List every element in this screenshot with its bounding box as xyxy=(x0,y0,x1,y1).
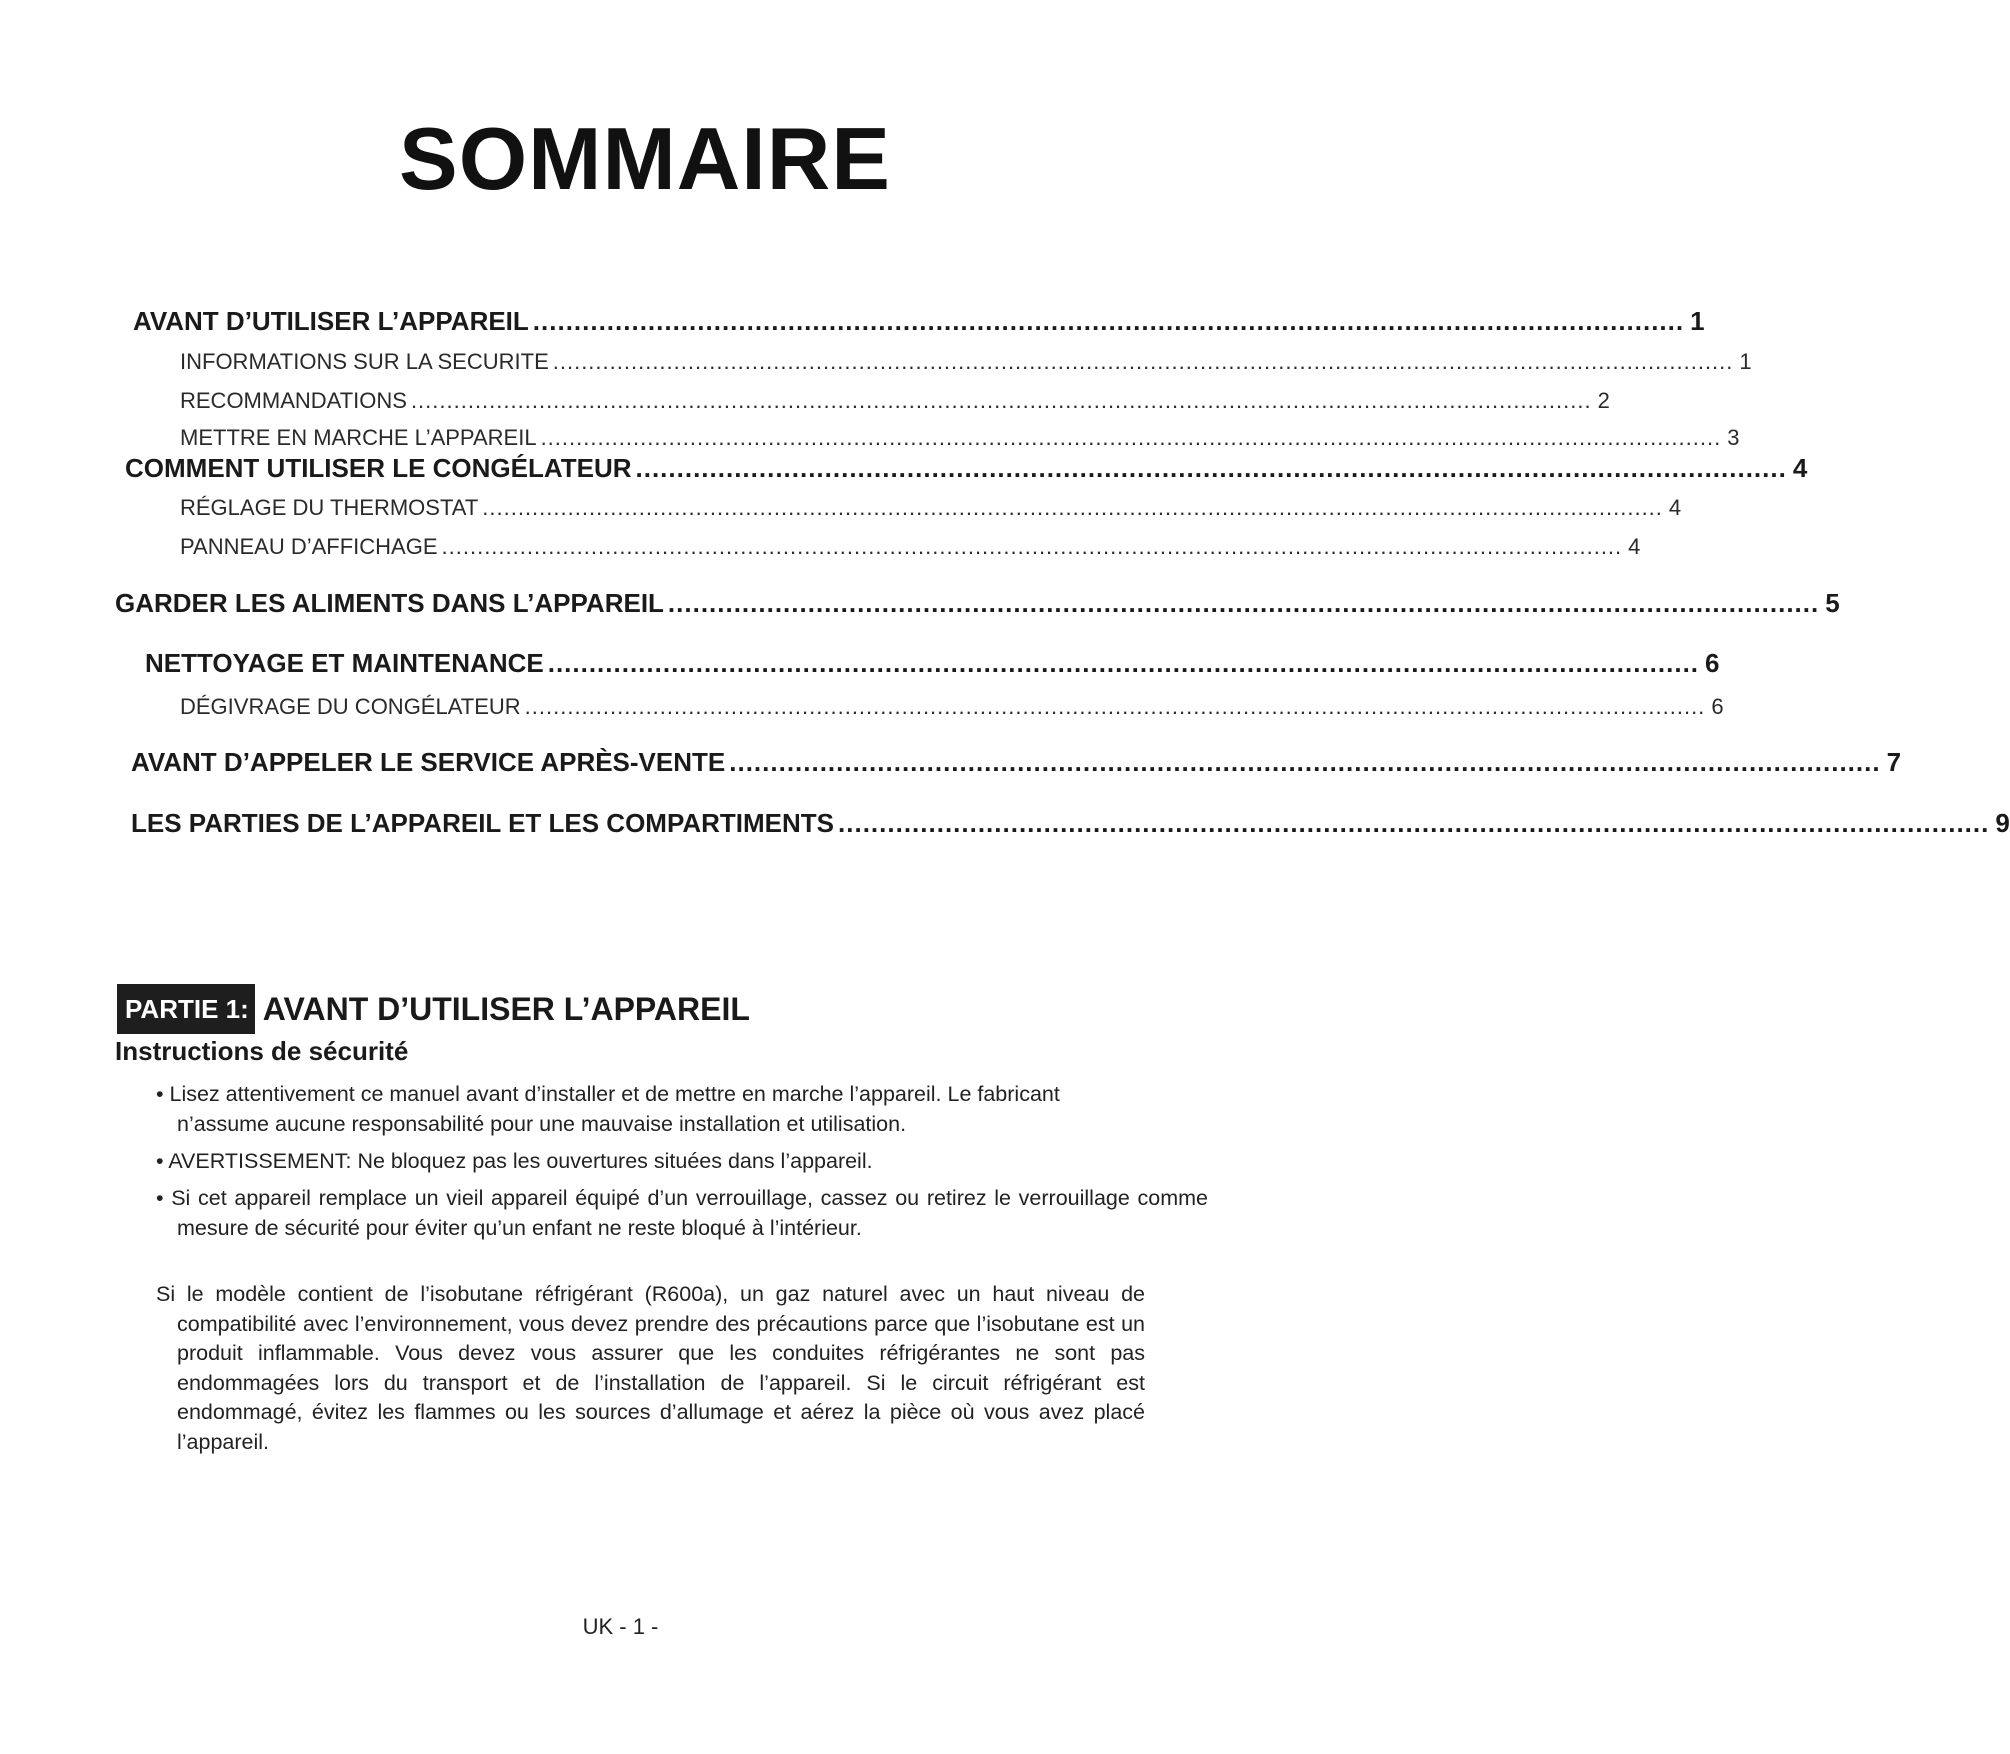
safety-paragraph: • AVERTISSEMENT: Ne bloquez pas les ouvertures situées dans l’appareil. xyxy=(156,1149,873,1173)
toc-leader-dots: ...................................................................................................................................................................... xyxy=(441,534,1623,559)
section-title: Instructions de sécurité xyxy=(115,1036,409,1066)
toc-entry[interactable] xyxy=(145,648,1720,679)
toc-entry-page: 1 xyxy=(1739,349,1752,374)
part-heading xyxy=(117,984,750,1034)
toc-entry-label: DÉGIVRAGE DU CONGÉLATEUR xyxy=(180,694,521,719)
page-footer: UK - 1 - xyxy=(582,1614,659,1639)
toc-entry[interactable] xyxy=(115,588,1840,619)
toc-entry-label: PANNEAU D’AFFICHAGE xyxy=(180,534,438,559)
toc-leader-dots: ............................................................................................................................................ xyxy=(667,588,1820,618)
toc-leader-dots: ............................................................................................................................................ xyxy=(729,747,1881,777)
toc-entry[interactable] xyxy=(131,747,1902,778)
toc-leader-dots: ............................................................................................................................................ xyxy=(532,306,1685,336)
safety-paragraph: Si le modèle contient de l’isobutane réfrigérant (R600a), un gaz naturel avec un haut niveau de compatibilité avec l’environnement, vous devez prendre des précautions parce que l’isobutane est un produit inflammable. Vous devez vous assurer que les conduites réfrigérantes ne sont pas endommagées lors du transport et de l’installation de l’appareil. Si le circuit réfrigérant est endommagé, évitez les flammes ou les sources d’allumage et aérez la pièce où vous avez placé l’appareil. xyxy=(156,1282,1145,1454)
toc-entry-page: 5 xyxy=(1825,588,1840,618)
toc-leader-dots: ...................................................................................................................................................................... xyxy=(552,349,1734,374)
toc-entry-page: 3 xyxy=(1727,425,1740,450)
toc-entry-label: METTRE EN MARCHE L’APPAREIL xyxy=(180,425,537,450)
toc-entry[interactable] xyxy=(125,453,1808,484)
toc-leader-dots: ...................................................................................................................................................................... xyxy=(524,694,1706,719)
toc-entry[interactable] xyxy=(180,388,1610,414)
toc-entry[interactable] xyxy=(180,694,1724,720)
toc-entry-label: AVANT D’APPELER LE SERVICE APRÈS-VENTE xyxy=(131,747,726,777)
toc-entry-label: LES PARTIES DE L’APPAREIL ET LES COMPARTIMENTS xyxy=(131,808,835,838)
toc-entry-label: INFORMATIONS SUR LA SECURITE xyxy=(180,349,549,374)
toc-entry-label: NETTOYAGE ET MAINTENANCE xyxy=(145,648,544,678)
toc-leader-dots: ............................................................................................................................................ xyxy=(635,453,1787,483)
toc-entry-page: 4 xyxy=(1668,495,1682,520)
toc-leader-dots: ...................................................................................................................................................................... xyxy=(410,388,1592,413)
toc-entry-label: RECOMMANDATIONS xyxy=(180,388,407,413)
toc-entry-page: 1 xyxy=(1690,306,1705,336)
toc-entry[interactable] xyxy=(180,425,1740,451)
toc-entry-label: GARDER LES ALIMENTS DANS L’APPAREIL xyxy=(115,588,664,618)
toc-entry-page: 6 xyxy=(1705,648,1720,678)
part-title: AVANT D’UTILISER L’APPAREIL xyxy=(262,990,750,1027)
toc-entry-page: 7 xyxy=(1886,747,1902,777)
page-title: SOMMAIRE xyxy=(399,109,891,208)
toc-entry[interactable] xyxy=(180,534,1641,560)
toc-entry-page: 4 xyxy=(1628,534,1641,559)
toc-entry-page: 9 xyxy=(1995,808,2010,838)
toc-entry-label: RÉGLAGE DU THERMOSTAT xyxy=(180,495,479,520)
toc-entry-page: 6 xyxy=(1711,694,1724,719)
toc-entry[interactable] xyxy=(133,306,1705,337)
toc-entry[interactable] xyxy=(180,349,1752,375)
toc-entry-page: 2 xyxy=(1597,388,1610,413)
toc-leader-dots: ...................................................................................................................................................................... xyxy=(540,425,1722,450)
safety-paragraph: • Si cet appareil remplace un vieil appareil équipé d’un verrouillage, cassez ou retirez le verrouillage comme mesure de sécurité pour éviter qu’un enfant ne reste bloqué à l’intérieur. xyxy=(156,1186,1208,1240)
toc-entry[interactable] xyxy=(180,495,1682,521)
toc-entry-page: 4 xyxy=(1792,453,1808,483)
toc-leader-dots: ............................................................................................................................................ xyxy=(838,808,1990,838)
toc-entry-label: COMMENT UTILISER LE CONGÉLATEUR xyxy=(125,453,632,483)
toc-entry-label: AVANT D’UTILISER L’APPAREIL xyxy=(133,306,529,336)
toc-leader-dots: ............................................................................................................................................ xyxy=(547,648,1700,678)
toc-entry[interactable] xyxy=(131,808,2010,839)
toc-leader-dots: ...................................................................................................................................................................... xyxy=(482,495,1663,520)
part-badge: PARTIE 1: xyxy=(117,984,255,1034)
safety-paragraph: • Lisez attentivement ce manuel avant d’installer et de mettre en marche l’appareil. Le fabricant n’assume aucune responsabilité pour une mauvaise installation et utilisation. xyxy=(156,1082,1060,1136)
